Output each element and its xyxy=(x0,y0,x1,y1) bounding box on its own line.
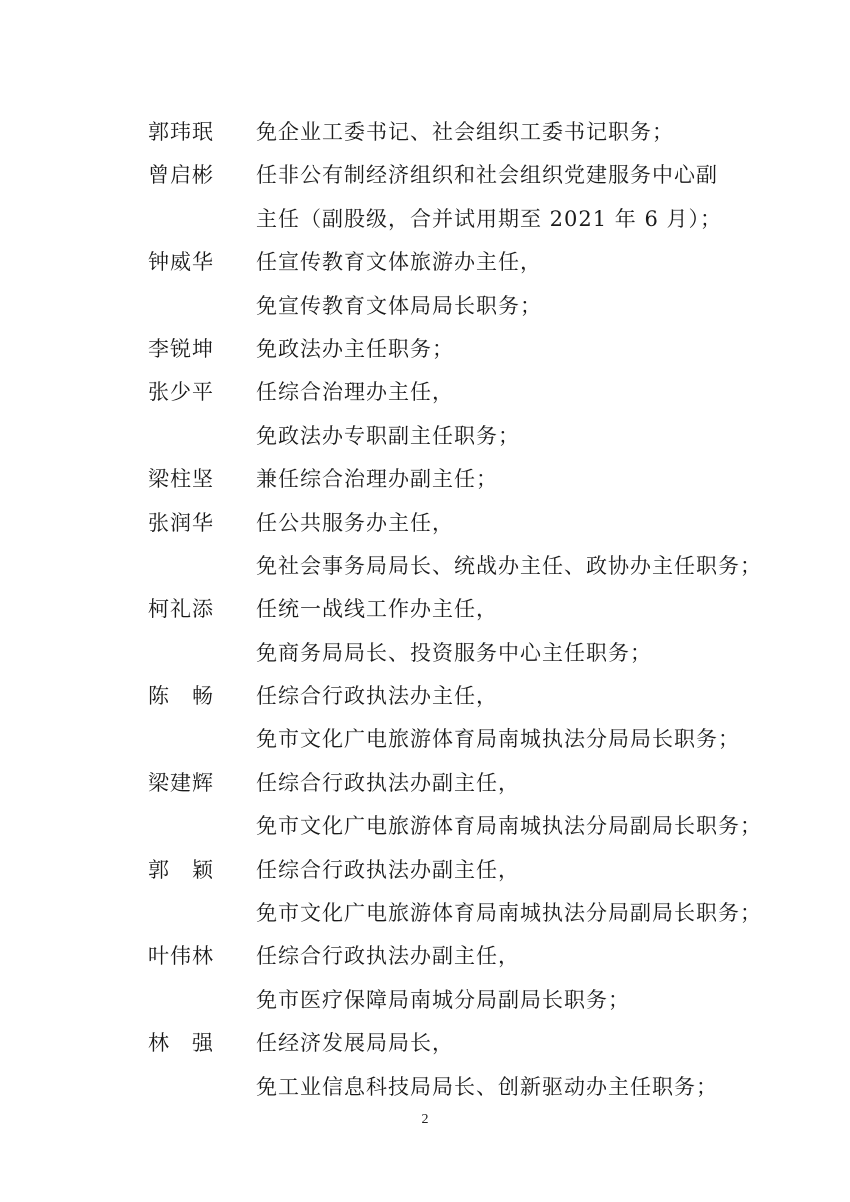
entry-continuation-line xyxy=(148,545,788,588)
person-name: 张润华 xyxy=(148,510,214,535)
person-name: 叶伟林 xyxy=(148,944,214,969)
person-name: 柯礼添 xyxy=(148,597,214,622)
entry-line xyxy=(148,502,788,545)
person-name: 曾启彬 xyxy=(148,163,214,188)
appointment-text: 免企业工委书记、社会组织工委书记职务； xyxy=(256,120,674,144)
appointment-text: 任经济发展局局长， xyxy=(256,1031,454,1056)
entry-line xyxy=(148,154,788,197)
entry-continuation-line xyxy=(148,1066,788,1109)
entry-continuation-line xyxy=(148,979,788,1022)
appointment-text: 任综合治理办主任， xyxy=(256,380,454,405)
entry-line xyxy=(148,588,788,631)
appointment-text: 免社会事务局局长、统战办主任、政协办主任职务； xyxy=(256,553,762,578)
entry-line xyxy=(148,675,788,718)
person-name: 钟威华 xyxy=(148,250,214,275)
appointment-text: 免市医疗保障局南城分局副局长职务； xyxy=(256,987,630,1012)
appointment-text: 免市文化广电旅游体育局南城执法分局副局长职务； xyxy=(256,901,762,926)
person-name: 陈 畅 xyxy=(148,684,214,709)
appointment-text: 任公共服务办主任， xyxy=(256,510,454,535)
appointment-text: 免政法办专职副主任职务； xyxy=(256,423,520,448)
entry-line xyxy=(148,849,788,892)
appointment-text: 免商务局局长、投资服务中心主任职务； xyxy=(256,640,652,665)
entry-line xyxy=(148,371,788,414)
entry-line xyxy=(148,458,788,501)
appointment-text: 免市文化广电旅游体育局南城执法分局局长职务； xyxy=(256,727,740,752)
entry-continuation-line xyxy=(148,285,788,328)
appointment-text: 免市文化广电旅游体育局南城执法分局副局长职务； xyxy=(256,814,762,839)
person-name: 郭玮珉 xyxy=(148,120,214,144)
entry-continuation-line xyxy=(148,415,788,458)
appointment-text: 免宣传教育文体局局长职务； xyxy=(256,293,542,318)
person-name: 梁柱坚 xyxy=(148,467,214,492)
appointment-text: 任综合行政执法办副主任， xyxy=(256,857,520,882)
person-name: 林 强 xyxy=(148,1031,214,1056)
person-name: 李锐坤 xyxy=(148,336,214,361)
appointment-text: 任统一战线工作办主任， xyxy=(256,597,498,622)
appointment-text: 任综合行政执法办副主任， xyxy=(256,770,520,795)
person-name: 张少平 xyxy=(148,380,214,405)
entry-continuation-line xyxy=(148,632,788,675)
person-name: 郭 颖 xyxy=(148,857,214,882)
appointment-text: 任综合行政执法办副主任， xyxy=(256,944,520,969)
entry-continuation-line xyxy=(148,718,788,761)
entry-line xyxy=(148,935,788,978)
entry-continuation-line xyxy=(148,892,788,935)
person-name: 梁建辉 xyxy=(148,770,214,795)
appointment-text: 任综合行政执法办主任， xyxy=(256,684,498,709)
appointment-text: 任非公有制经济组织和社会组织党建服务中心副 xyxy=(256,163,718,188)
entry-line xyxy=(148,1022,788,1065)
entry-line xyxy=(148,762,788,805)
personnel-list xyxy=(148,111,788,1109)
entry-line xyxy=(148,241,788,284)
entry-line xyxy=(148,328,788,371)
entry-line xyxy=(148,111,788,154)
page-number: 2 xyxy=(421,1112,429,1127)
appointment-text: 兼任综合治理办副主任； xyxy=(256,467,498,492)
entry-continuation-line xyxy=(148,198,788,241)
appointment-text: 免政法办主任职务； xyxy=(256,336,454,361)
appointment-text: 免工业信息科技局局长、创新驱动办主任职务； xyxy=(256,1074,718,1099)
entry-continuation-line xyxy=(148,805,788,848)
appointment-text: 主任（副股级，合并试用期至 2021 年 6 月）； xyxy=(256,206,723,231)
appointment-text: 任宣传教育文体旅游办主任， xyxy=(256,250,542,275)
